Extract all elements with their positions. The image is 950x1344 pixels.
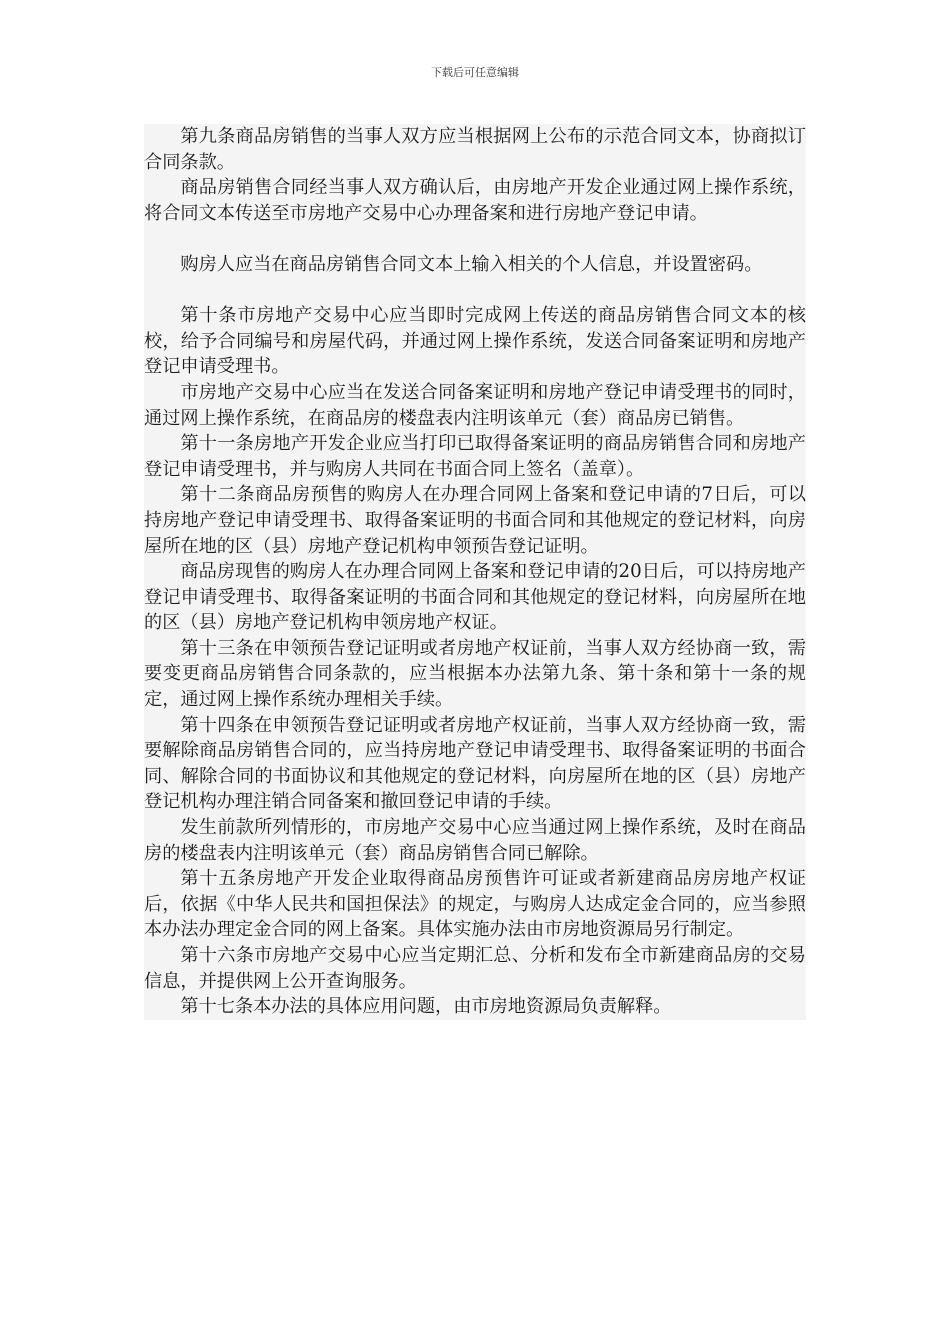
paragraph-article-15: 第十五条房地产开发企业取得商品房预售许可证或者新建商品房房地产权证后，依据《中华人民共和国担保法》的规定，与购房人达成定金合同的，应当参照本办法办理定金合同的网上备案。具体实施办法由市房地资源局另行制定。 [144,868,806,941]
paragraph-article-10: 第十条市房地产交易中心应当即时完成网上传送的商品房销售合同文本的核校，给予合同编号和房屋代码，并通过网上操作系统，发送合同备案证明和房地产登记申请受理书。 [144,305,806,378]
page-header: 下载后可任意编辑 [431,66,519,79]
paragraph-article-9: 第九条商品房销售的当事人双方应当根据网上公布的示范合同文本，协商拟订合同条款。 [144,126,806,173]
paragraph-article-17: 第十七条本办法的具体应用问题，由市房地资源局负责解释。 [180,996,672,1018]
paragraph-spot-sale: 商品房现售的购房人在办理合同网上备案和登记申请的20日后，可以持房地产登记申请受理书、取得备案证明的书面合同和其他规定的登记材料，向房屋所在地的区（县）房地产登记机构申领房地产权证。 [144,561,806,634]
document-body [144,124,806,1020]
paragraph-article-12: 第十二条商品房预售的购房人在办理合同网上备案和登记申请的7日后，可以持房地产登记申请受理书、取得备案证明的书面合同和其他规定的登记材料，向房屋所在地的区（县）房地产登记机构申领预告登记证明。 [144,484,806,557]
paragraph-contract-confirmation: 商品房销售合同经当事人双方确认后，由房地产开发企业通过网上操作系统，将合同文本传送至市房地产交易中心办理备案和进行房地产登记申请。 [144,177,806,224]
paragraph-article-16: 第十六条市房地产交易中心应当定期汇总、分析和发布全市新建商品房的交易信息，并提供网上公开查询服务。 [144,945,806,992]
paragraph-article-14: 第十四条在申领预告登记证明或者房地产权证前，当事人双方经协商一致，需要解除商品房销售合同的，应当持房地产登记申请受理书、取得备案证明的书面合同、解除合同的书面协议和其他规定的登记材料，向房屋所在地的区（县）房地产登记机构办理注销合同备案和撤回登记申请的手续。 [144,714,806,813]
paragraph-article-11: 第十一条房地产开发企业应当打印已取得备案证明的商品房销售合同和房地产登记申请受理书，并与购房人共同在书面合同上签名（盖章）。 [144,433,806,480]
paragraph-contract-cancelled: 发生前款所列情形的，市房地产交易中心应当通过网上操作系统，及时在商品房的楼盘表内注明该单元（套）商品房销售合同已解除。 [144,817,806,864]
paragraph-sold-marking: 市房地产交易中心应当在发送合同备案证明和房地产登记申请受理书的同时，通过网上操作系统，在商品房的楼盘表内注明该单元（套）商品房已销售。 [144,381,806,429]
paragraph-buyer-password: 购房人应当在商品房销售合同文本上输入相关的个人信息，并设置密码。 [180,253,763,275]
paragraph-article-13: 第十三条在申领预告登记证明或者房地产权证前，当事人双方经协商一致，需要变更商品房销售合同条款的，应当根据本办法第九条、第十条和第十一条的规定，通过网上操作系统办理相关手续。 [144,637,806,711]
